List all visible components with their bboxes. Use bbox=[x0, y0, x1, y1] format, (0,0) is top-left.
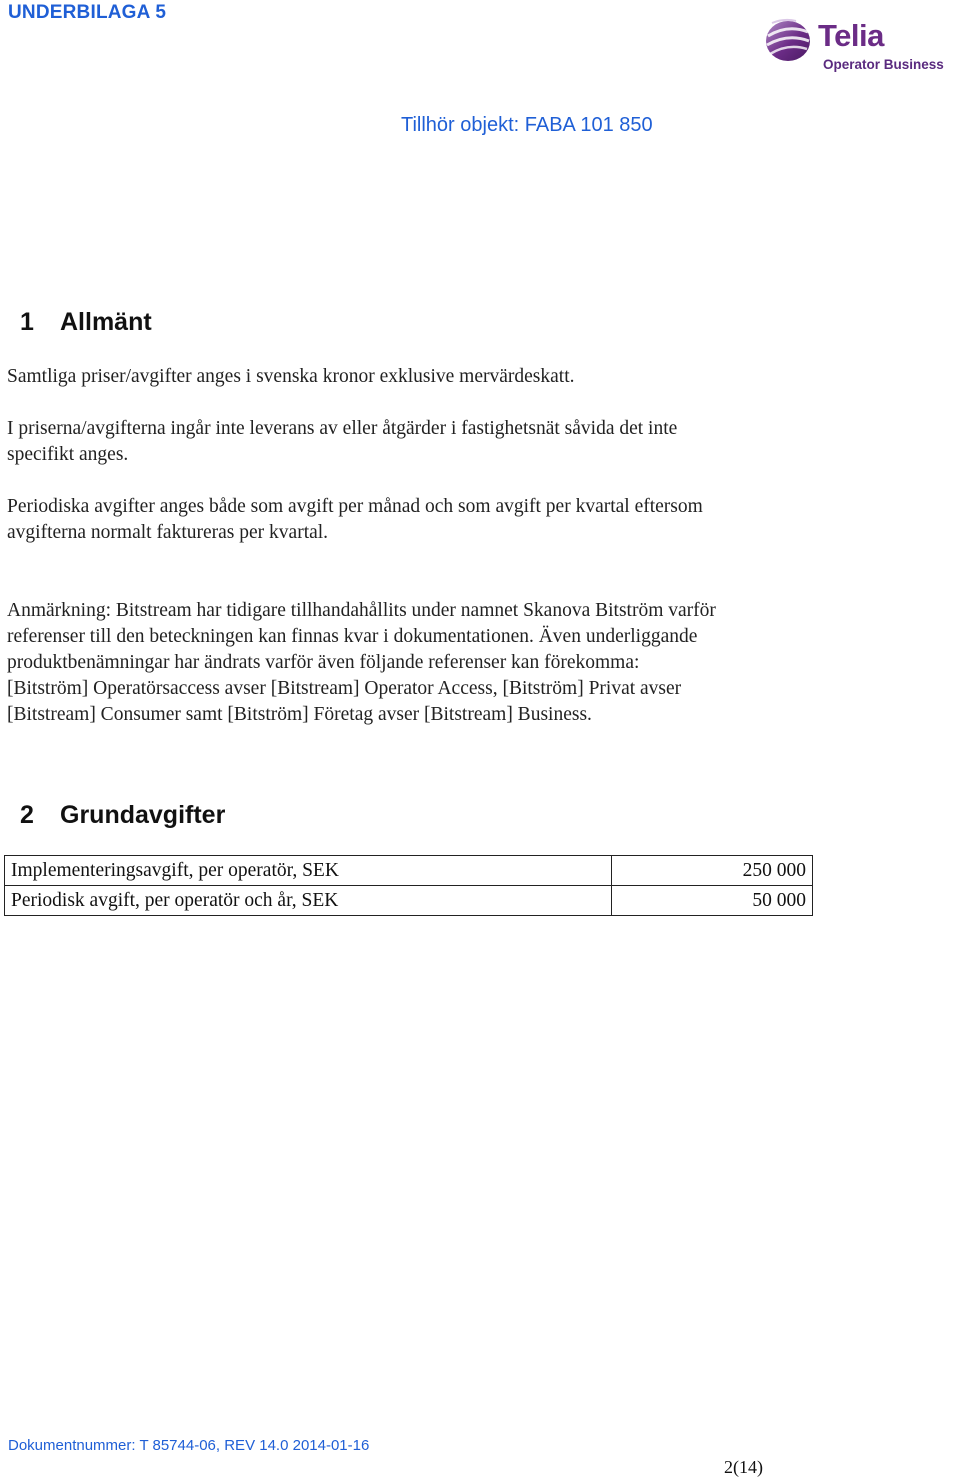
section-title: Grundavgifter bbox=[60, 801, 226, 829]
fee-label: Periodisk avgift, per operatör och år, SEK bbox=[5, 886, 612, 916]
fee-value: 250 000 bbox=[612, 856, 813, 886]
section-heading-1 bbox=[20, 308, 152, 337]
fee-value: 50 000 bbox=[612, 886, 813, 916]
table-row bbox=[5, 856, 813, 886]
logo-subtitle: Operator Business bbox=[823, 57, 944, 72]
fee-label: Implementeringsavgift, per operatör, SEK bbox=[5, 856, 612, 886]
document-number: Dokumentnummer: T 85744-06, REV 14.0 2014-01-16 bbox=[8, 1437, 370, 1454]
telia-pebble-icon bbox=[762, 14, 814, 66]
paragraph-periodic-fees: Periodiska avgifter anges både som avgift per månad och som avgift per kvartal eftersom avgifterna normalt faktureras per kvartal. bbox=[7, 496, 703, 543]
section-number: 2 bbox=[20, 801, 34, 829]
page-number: 2(14) bbox=[724, 1457, 763, 1477]
paragraph-delivery: I priserna/avgifterna ingår inte leverans av eller åtgärder i fastighetsnät såvida det inte specifikt anges. bbox=[7, 418, 678, 465]
section-number: 1 bbox=[20, 308, 34, 336]
paragraph-remark: Anmärkning: Bitstream har tidigare tillhandahållits under namnet Skanova Bitström varför referenser till den beteckningen kan finnas kvar i dokumentationen. Även underliggande produktbenämningar har ändrats varför även följande referenser kan förekomma: [Bitström] Operatörsaccess avser [Bitstream] Operator Access, [Bitström] Privat avser [Bitstream] Consumer samt [Bitström] Företag avser [Bitstream] Business. bbox=[7, 600, 716, 725]
section-heading-2 bbox=[20, 801, 225, 830]
section-title: Allmänt bbox=[60, 308, 152, 336]
paragraph-prices: Samtliga priser/avgifter anges i svenska kronor exklusive mervärdeskatt. bbox=[7, 366, 575, 387]
object-reference: Tillhör objekt: FABA 101 850 bbox=[401, 114, 653, 136]
fees-table bbox=[4, 855, 813, 916]
logo-wordmark: Telia bbox=[818, 18, 884, 53]
table-row bbox=[5, 886, 813, 916]
telia-logo bbox=[762, 14, 957, 76]
document-label: UNDERBILAGA 5 bbox=[8, 2, 167, 23]
